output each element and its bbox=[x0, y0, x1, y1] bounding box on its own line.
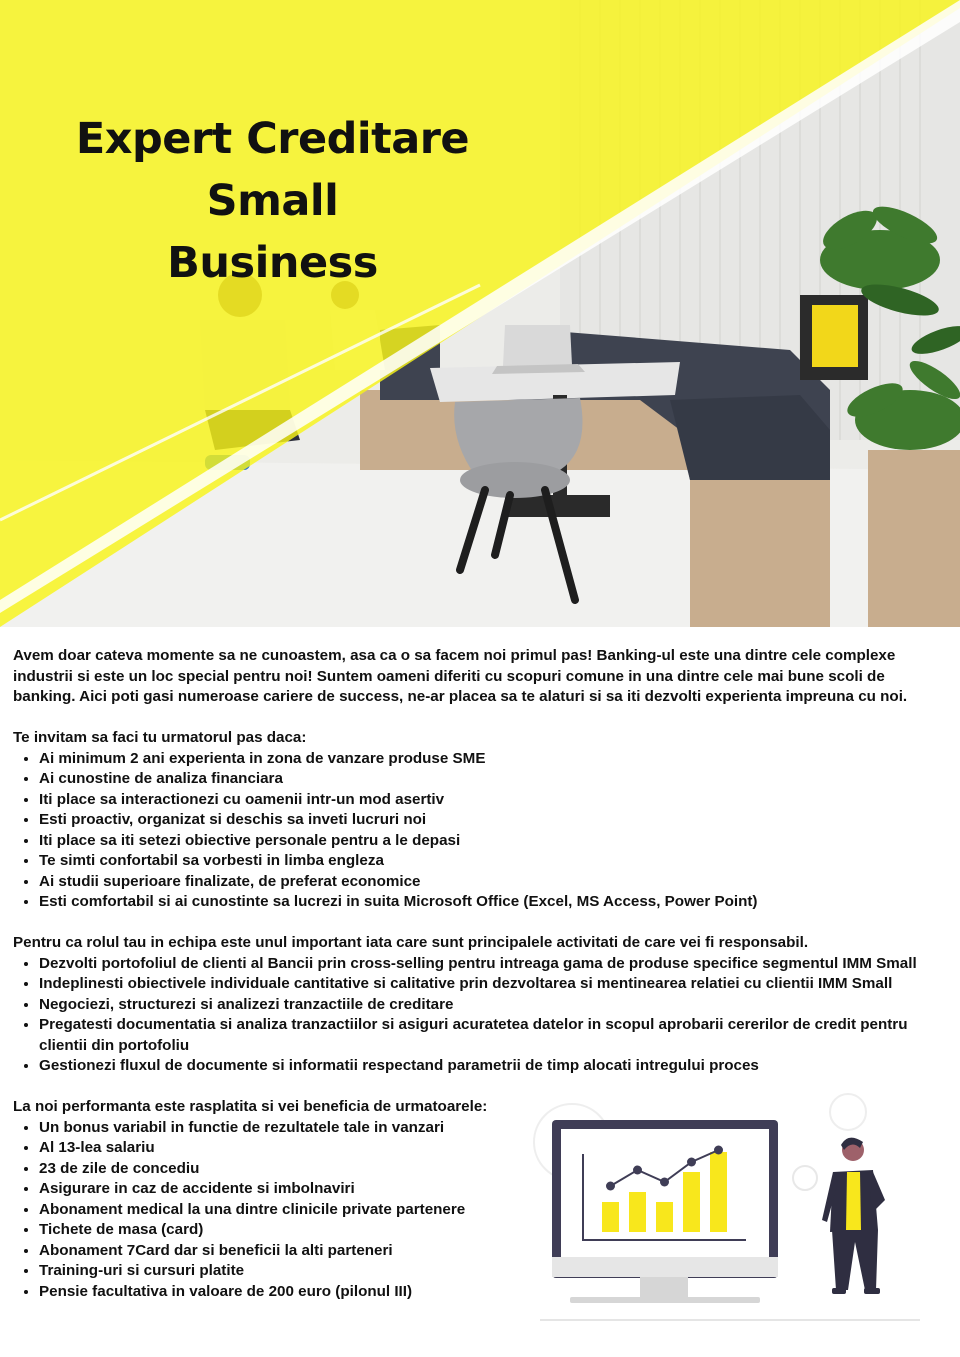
list-item: • Ai cunostine de analiza financiara bbox=[39, 769, 943, 790]
hero-photo bbox=[0, 0, 960, 627]
list-item: • Dezvolti portofoliul de clienti al Bancii prin cross-selling pentru intreaga gama de produse specifice segmentul IMM Small bbox=[39, 954, 943, 975]
growth-illustration bbox=[530, 1090, 950, 1330]
list-item: • Indeplinesti obiectivele individuale cantitative si calitative prin dezvoltarea si mentinearea relatiei cu clientii IMM Small bbox=[39, 974, 943, 995]
list-item: • Abonament medical la una dintre clinicile private partenere bbox=[39, 1200, 943, 1221]
benefits-heading: La noi performanta este rasplatita si vei beneficia de urmatoarele: bbox=[13, 1098, 488, 1115]
list-item: • Tichete de masa (card) bbox=[39, 1220, 943, 1241]
list-item: • Iti place sa iti setezi obiective personale pentru a le depasi bbox=[39, 831, 943, 852]
list-item: • Al 13-lea salariu bbox=[39, 1138, 943, 1159]
list-item: • Un bonus variabil in functie de rezultatele tale in vanzari bbox=[39, 1118, 943, 1139]
requirements-heading: Te invitam sa faci tu urmatorul pas daca: bbox=[13, 729, 307, 746]
list-item: • Gestionezi fluxul de documente si informatii respectand parametrii de timp alocati intregului proces bbox=[39, 1056, 943, 1077]
list-item: • Esti proactiv, organizat si deschis sa inveti lucruri noi bbox=[39, 810, 943, 831]
person-icon bbox=[822, 1138, 885, 1294]
responsibilities-list bbox=[13, 954, 943, 1077]
chart-bar bbox=[656, 1202, 673, 1232]
decor-circle bbox=[830, 1094, 866, 1130]
list-item: • Pensie facultativa in valoare de 200 euro (pilonul III) bbox=[39, 1282, 943, 1303]
chart-bar bbox=[629, 1192, 646, 1232]
responsibilities-heading: Pentru ca rolul tau in echipa este unul important iata care sunt principalele activitati de care vei fi responsabil. bbox=[13, 934, 809, 951]
chart-point bbox=[633, 1166, 642, 1175]
chart-point bbox=[606, 1182, 615, 1191]
chart-bar bbox=[683, 1172, 700, 1232]
list-item: • Ai studii superioare finalizate, de preferat economice bbox=[39, 872, 943, 893]
chart-bar bbox=[710, 1152, 727, 1232]
list-item: • Training-uri si cursuri platite bbox=[39, 1261, 943, 1282]
requirements-list bbox=[13, 749, 943, 913]
page-title-line-1: Expert Creditare Small bbox=[75, 114, 470, 226]
list-item: • Asigurare in caz de accidente si imbolnaviri bbox=[39, 1179, 943, 1200]
list-item: • Iti place sa interactionezi cu oamenii intr-un mod asertiv bbox=[39, 790, 943, 811]
page-title-line-2: Business bbox=[167, 238, 378, 288]
chart-point bbox=[714, 1146, 723, 1155]
list-item: • Ai minimum 2 ani experienta in zona de vanzare produse SME bbox=[39, 749, 943, 770]
list-item: • Pregatesti documentatia si analiza tranzactiilor si asiguri acuratetea datelor in scopul aprobarii cererilor de credit pentru clientii din portofoliu bbox=[39, 1015, 943, 1056]
list-item: • Abonament 7Card dar si beneficii la alti parteneri bbox=[39, 1241, 943, 1262]
chart-point bbox=[687, 1158, 696, 1167]
chart-bar bbox=[602, 1202, 619, 1232]
intro-paragraph: Avem doar cateva momente sa ne cunoastem, asa ca o sa facem noi primul pas! Banking-ul este una dintre cele complexe industrii si este un loc special pentru noi! Suntem oameni diferiti cu scopuri comune in una dintre cele mai bune scoli de banking. Aici poti gasi numeroase cariere de success, ne-ar placea sa te alaturi si sa iti dezvolti experienta impreuna cu noi. bbox=[13, 647, 908, 705]
list-item: • Te simti confortabil sa vorbesti in limba engleza bbox=[39, 851, 943, 872]
decor-circle bbox=[793, 1166, 817, 1190]
chart-point bbox=[660, 1178, 669, 1187]
list-item: • Negociezi, structurezi si analizezi tranzactiile de creditare bbox=[39, 995, 943, 1016]
list-item: • 23 de zile de concediu bbox=[39, 1159, 943, 1180]
list-item: • Esti comfortabil si ai cunostinte sa lucrezi in suita Microsoft Office (Excel, MS Access, Power Point) bbox=[39, 892, 943, 913]
page-title bbox=[20, 108, 525, 294]
